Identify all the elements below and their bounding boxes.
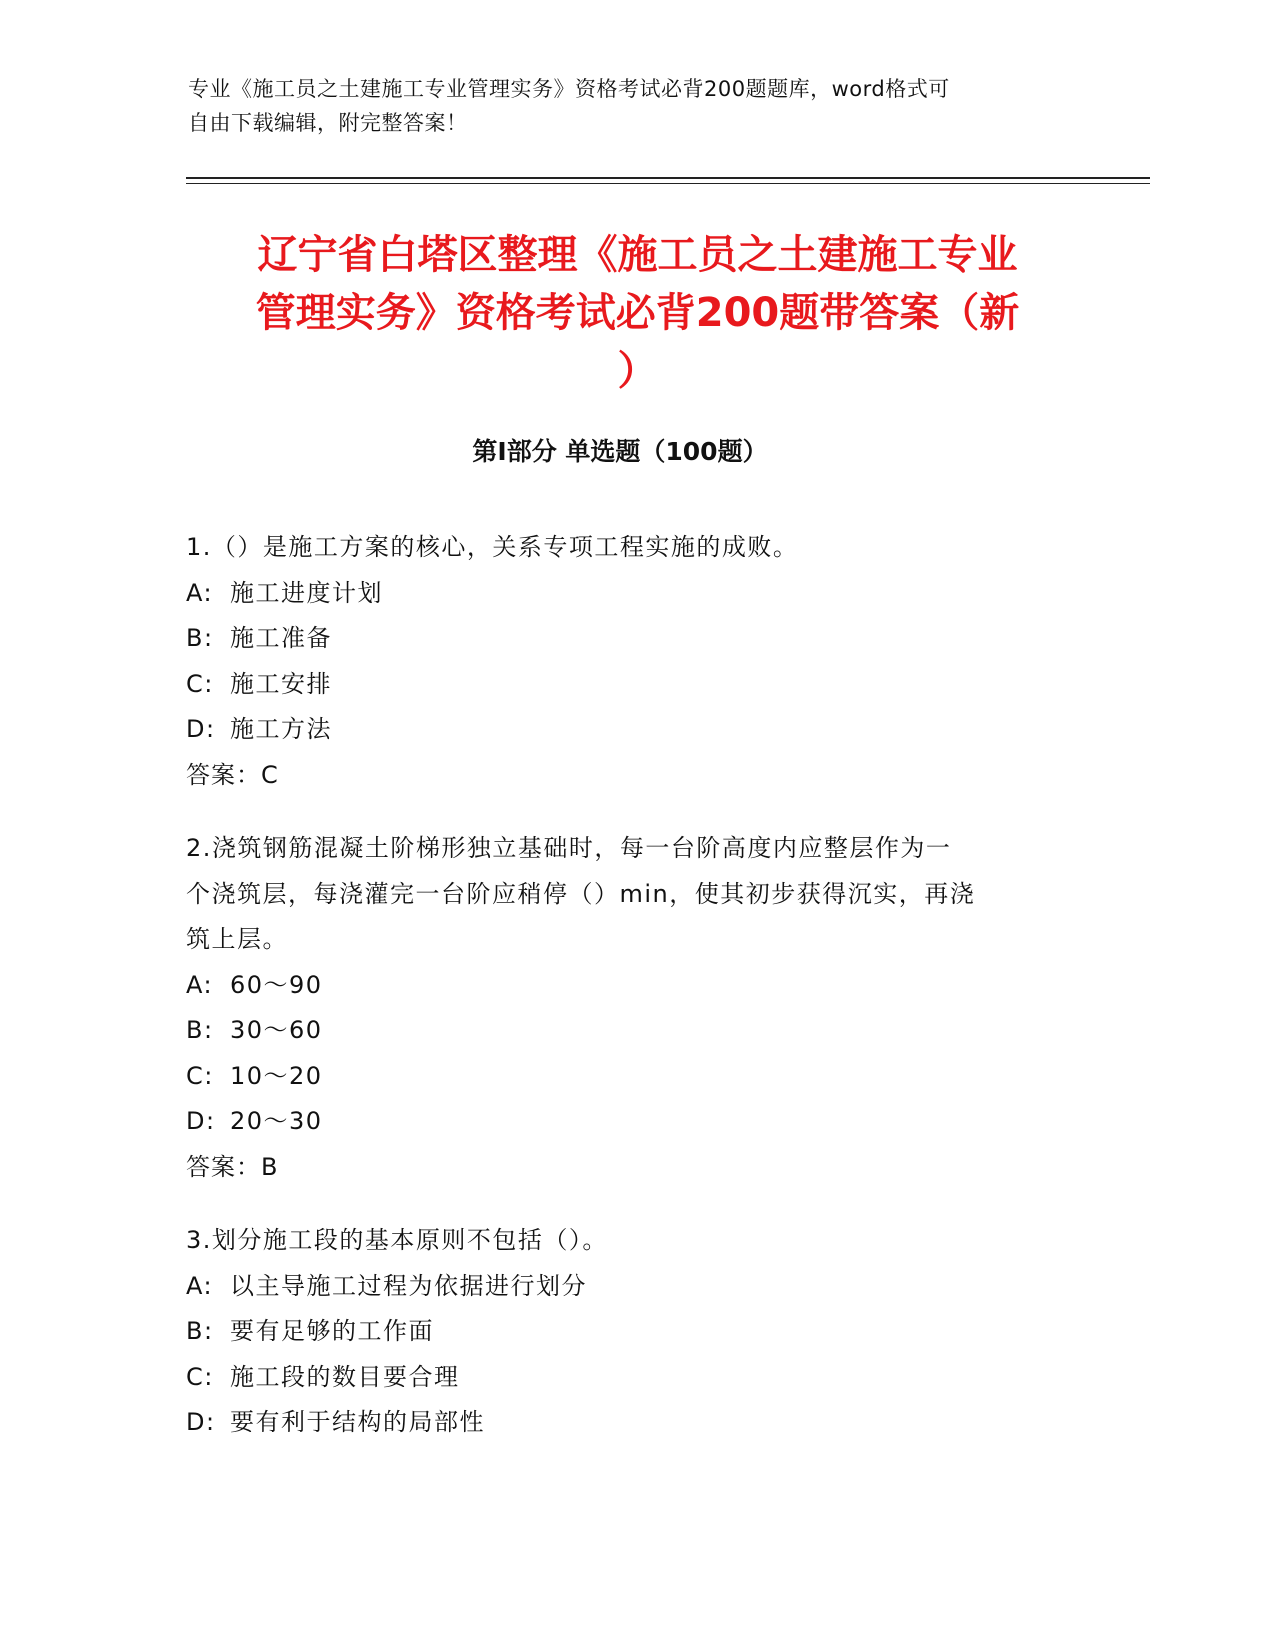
option-letter: D: (186, 1107, 216, 1135)
option-b (186, 1008, 1076, 1054)
option-letter: A: (186, 578, 214, 607)
section-title: 第Ⅰ部分 单选题（100题） (472, 437, 768, 466)
header-note-line-1: 专业《施工员之土建施工专业管理实务》资格考试必背200题题库，word格式可 (188, 77, 950, 101)
question-stem-line-2: 个浇筑层，每浇灌完一台阶应稍停（）min，使其初步获得沉实，再浇 (186, 879, 976, 908)
option-letter: A: (186, 970, 214, 999)
question-stem-line-1: 2.浇筑钢筋混凝土阶梯形独立基础时，每一台阶高度内应整层作为一 (186, 834, 952, 862)
option-b (186, 1309, 1076, 1355)
question-2 (186, 826, 1076, 1190)
question-stem: 3.划分施工段的基本原则不包括（）。 (186, 1226, 608, 1254)
question-stem-line-3: 筑上层。 (186, 925, 288, 953)
option-a (186, 1264, 1076, 1310)
header-divider-thin (186, 183, 1150, 184)
option-d (186, 1400, 1076, 1446)
option-a (186, 963, 1076, 1009)
answer-line: 答案：B (186, 1152, 279, 1181)
option-letter: C: (186, 1061, 214, 1090)
option-text: 施工进度计划 (230, 578, 383, 607)
option-d (186, 1099, 1076, 1145)
option-text: 20～30 (230, 1107, 323, 1135)
option-letter: B: (186, 1016, 214, 1044)
question-stem: 1.（）是施工方案的核心，关系专项工程实施的成败。 (186, 533, 799, 561)
header-note (188, 72, 1068, 140)
option-text: 以主导施工过程为依据进行划分 (230, 1271, 587, 1300)
option-text: 要有足够的工作面 (230, 1317, 434, 1345)
header-note-line-2: 自由下载编辑，附完整答案！ (188, 111, 468, 135)
option-letter: A: (186, 1271, 214, 1300)
option-text: 要有利于结构的局部性 (230, 1408, 485, 1436)
question-3 (186, 1218, 1076, 1446)
option-c (186, 1054, 1076, 1100)
option-d (186, 707, 1076, 753)
option-letter: B: (186, 1317, 214, 1345)
option-letter: B: (186, 624, 214, 652)
option-letter: C: (186, 669, 214, 698)
option-c (186, 662, 1076, 708)
header-divider-thick (186, 177, 1150, 179)
title-line-3: ） (617, 348, 658, 394)
option-text: 60～90 (230, 970, 323, 999)
option-text: 施工方法 (230, 715, 332, 743)
option-letter: D: (186, 1408, 216, 1436)
title-line-1: 辽宁省白塔区整理《施工员之土建施工专业 (257, 232, 1018, 278)
option-letter: D: (186, 715, 216, 743)
answer-line: 答案：C (186, 760, 279, 789)
question-1 (186, 525, 1076, 798)
option-letter: C: (186, 1362, 214, 1391)
question-list (186, 525, 1076, 1474)
option-b (186, 616, 1076, 662)
option-c (186, 1355, 1076, 1401)
title-line-2: 管理实务》资格考试必背200题带答案（新 (255, 290, 1020, 336)
option-a (186, 571, 1076, 617)
option-text: 施工安排 (230, 669, 332, 698)
option-text: 10～20 (230, 1061, 323, 1090)
document-title (170, 226, 1105, 400)
option-text: 施工准备 (230, 624, 332, 652)
option-text: 施工段的数目要合理 (230, 1362, 460, 1391)
option-text: 30～60 (230, 1016, 323, 1044)
